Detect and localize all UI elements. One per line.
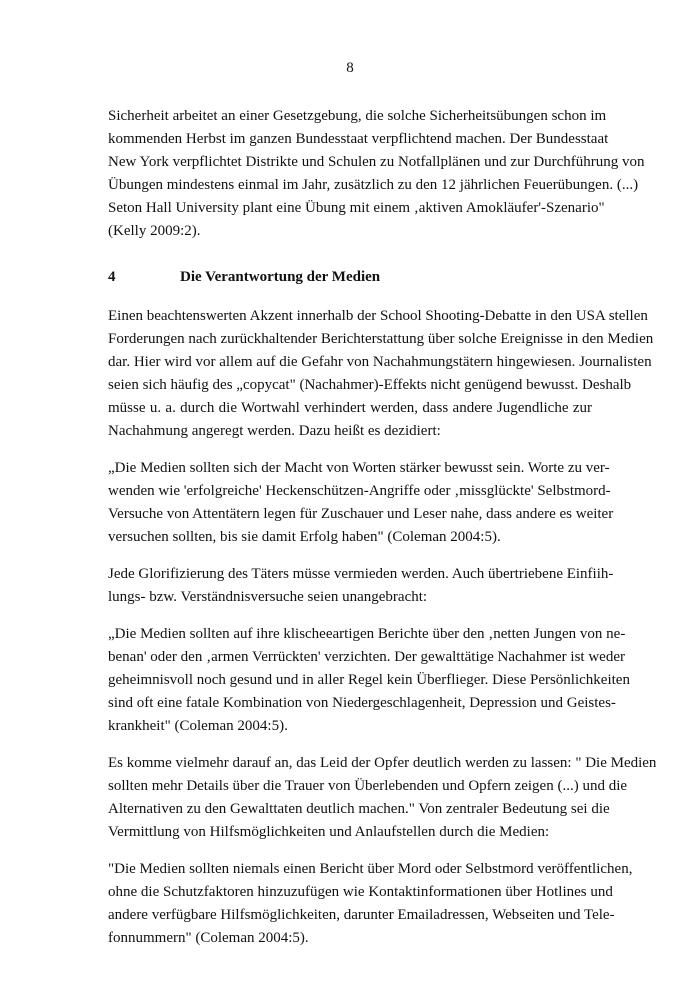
page-content xyxy=(108,105,657,950)
text-line: kommenden Herbst im ganzen Bundesstaat verpflichtend machen. Der Bundesstaat xyxy=(108,131,609,147)
section-title: Die Verantwortung der Medien xyxy=(180,269,381,285)
text-line: (Kelly 2009:2). xyxy=(108,223,201,239)
text-line: "Die Medien sollten niemals einen Bericht über Mord oder Selbstmord veröffentlichen, xyxy=(108,861,633,877)
text-line: „Die Medien sollten sich der Macht von Worten stärker bewusst sein. Worte zu ver- xyxy=(108,460,610,476)
text-line: Übungen mindestens einmal im Jahr, zusätzlich zu den 12 jährlichen Feuerübungen. (...) xyxy=(108,177,639,193)
text-line: ohne die Schutzfaktoren hinzuzufügen wie Kontaktinformationen über Hotlines und xyxy=(108,884,613,900)
text-line: Forderungen nach zurückhaltender Berichterstattung über solche Ereignisse in den Medien xyxy=(108,331,654,347)
page-number: 8 xyxy=(346,60,354,76)
text-line: Nachahmung angeregt werden. Dazu heißt es dezidiert: xyxy=(108,423,441,439)
text-line: Jede Glorifizierung des Täters müsse vermieden werden. Auch übertriebene Einfiih- xyxy=(108,566,614,582)
text-line: Sicherheit arbeitet an einer Gesetzgebung, die solche Sicherheitsübungen schon im xyxy=(108,108,607,124)
paragraph-glorification xyxy=(108,563,614,609)
text-line: seien sich häufig des „copycat" (Nachahmer)-Effekts nicht genügend bewusst. Deshalb xyxy=(108,377,632,393)
text-line: geheimnisvoll noch gesund und in aller Regel kein Überflieger. Diese Persönlichkeiten xyxy=(108,672,630,688)
text-line: Einen beachtenswerten Akzent innerhalb der School Shooting-Debatte in den USA stellen xyxy=(108,308,648,324)
text-line: Es komme vielmehr darauf an, das Leid der Opfer deutlich werden zu lassen: " Die Medien xyxy=(108,755,657,771)
paragraph-victims-suffering xyxy=(108,752,657,844)
text-line: Seton Hall University plant eine Übung mit einem ‚aktiven Amokläufer'-Szenario" xyxy=(108,200,605,216)
text-line: Versuche von Attentätern legen für Zuschauer und Leser nahe, dass andere es weiter xyxy=(108,506,614,522)
quote-cliche-reports xyxy=(108,623,630,738)
text-line: sollten mehr Details über die Trauer von Überlebenden und Opfern zeigen (...) und die xyxy=(108,778,628,794)
text-line: Vermittlung von Hilfsmöglichkeiten und Anlaufstellen durch die Medien: xyxy=(108,824,550,840)
text-line: Alternativen zu den Gewalttaten deutlich machen." Von zentraler Bedeutung sei die xyxy=(108,801,610,817)
text-line: sind oft eine fatale Kombination von Niedergeschlagenheit, Depression und Geistes- xyxy=(108,695,616,711)
paragraph-media-debate xyxy=(108,305,654,443)
text-line: krankheit" (Coleman 2004:5). xyxy=(108,718,288,734)
text-line: dar. Hier wird vor allem auf die Gefahr von Nachahmungstätern hingewiesen. Journalisten xyxy=(108,354,652,370)
text-line: wenden wie 'erfolgreiche' Heckenschützen-Angriffe oder ‚missglückte' Selbstmord- xyxy=(108,483,611,499)
text-line: fonnummern" (Coleman 2004:5). xyxy=(108,930,309,946)
text-line: müsse u. a. durch die Wortwahl verhindert werden, dass andere Jugendliche zur xyxy=(108,400,592,416)
text-line: andere verfügbare Hilfsmöglichkeiten, darunter Emailadressen, Webseiten und Tele- xyxy=(108,907,615,923)
quote-protective-factors xyxy=(108,858,633,950)
section-number: 4 xyxy=(108,269,116,285)
text-line: New York verpflichtet Distrikte und Schulen zu Notfallplänen und zur Durchführung von xyxy=(108,154,645,170)
text-line: lungs- bzw. Verständnisversuche seien unangebracht: xyxy=(108,589,428,605)
text-line: benan' oder den ‚armen Verrückten' verzichten. Der gewalttätige Nachahmer ist weder xyxy=(108,649,625,665)
text-line: versuchen sollten, bis sie damit Erfolg haben" (Coleman 2004:5). xyxy=(108,529,501,545)
text-line: „Die Medien sollten auf ihre klischeeartigen Berichte über den ‚netten Jungen von ne- xyxy=(108,626,626,642)
quote-power-of-words xyxy=(108,457,614,549)
section-heading xyxy=(108,266,592,289)
paragraph-intro-continuation xyxy=(108,105,645,243)
